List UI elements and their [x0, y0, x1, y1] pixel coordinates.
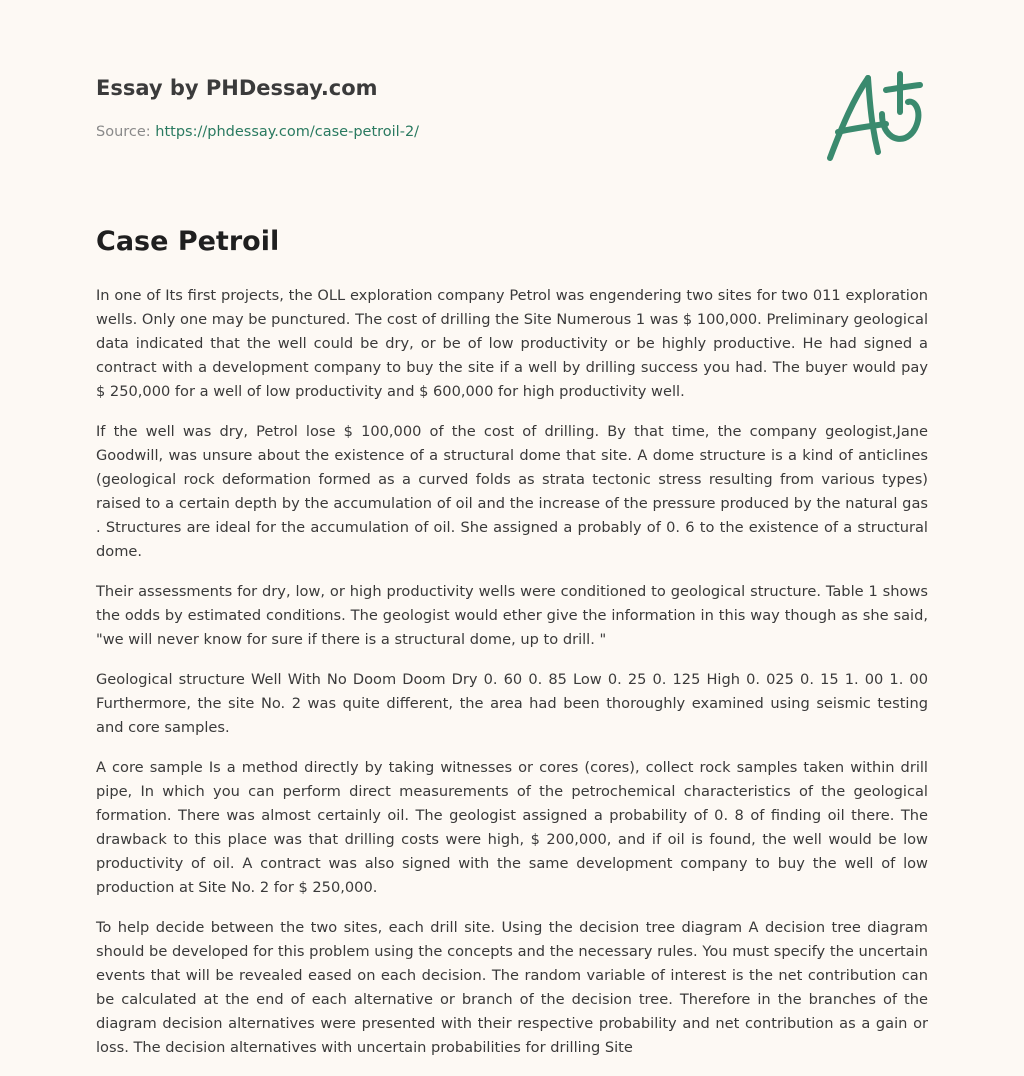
essay-title: Case Petroil	[96, 226, 280, 257]
paragraph: Geological structure Well With No Doom Doom Dry 0. 60 0. 85 Low 0. 25 0. 125 High 0. 025 0. 15 1. 00 1. 00 Furthermore, the site No. 2 was quite different, the area had been thoroughly examined using seismic testing and core samples.	[96, 671, 928, 736]
source-link[interactable]: https://phdessay.com/case-petroil-2/	[155, 124, 420, 140]
paragraph: Their assessments for dry, low, or high productivity wells were conditioned to geological structure. Table 1 shows the odds by estimated conditions. The geologist would ether give the information in this way though as she said, "we will never know for sure if there is a structural dome, up to drill. "	[96, 583, 928, 648]
source-label: Source:	[96, 124, 151, 140]
a-plus-logo-icon	[820, 66, 930, 166]
paragraph: In one of Its first projects, the OLL exploration company Petrol was engendering two sites for two 011 exploration wells. Only one may be punctured. The cost of drilling the Site Numerous 1 was $ 100,000. Preliminary geological data indicated that the well could be dry, or be of low productivity or be highly productive. He had signed a contract with a development company to buy the site if a well by drilling success you had. The buyer would pay $ 250,000 for a well of low productivity and $ 600,000 for high productivity well.	[96, 287, 928, 400]
source-line	[96, 124, 419, 140]
essay-body	[96, 284, 928, 1076]
paragraph: To help decide between the two sites, each drill site. Using the decision tree diagram A decision tree diagram should be developed for this problem using the concepts and the necessary rules. You must specify the uncertain events that will be revealed eased on each decision. The random variable of interest is the net contribution can be calculated at the end of each alternative or branch of the decision tree. Therefore in the branches of the diagram decision alternatives were presented with their respective probability and net contribution as a gain or loss. The decision alternatives with uncertain probabilities for drilling Site	[96, 919, 928, 1056]
paragraph: If the well was dry, Petrol lose $ 100,000 of the cost of drilling. By that time, the company geologist,Jane Goodwill, was unsure about the existence of a structural dome that site. A dome structure is a kind of anticlines (geological rock deformation formed as a curved folds as strata tectonic stress resulting from various types) raised to a certain depth by the accumulation of oil and the increase of the pressure produced by the natural gas . Structures are ideal for the accumulation of oil. She assigned a probably of 0. 6 to the existence of a structural dome.	[96, 423, 928, 560]
site-name: Essay by PHDessay.com	[96, 76, 378, 100]
paragraph: A core sample Is a method directly by taking witnesses or cores (cores), collect rock samples taken within drill pipe, In which you can perform direct measurements of the petrochemical characteristics of the geological formation. There was almost certainly oil. The geologist assigned a probability of 0. 8 of finding oil there. The drawback to this place was that drilling costs were high, $ 200,000, and if oil is found, the well would be low productivity of oil. A contract was also signed with the same development company to buy the well of low production at Site No. 2 for $ 250,000.	[96, 759, 928, 896]
